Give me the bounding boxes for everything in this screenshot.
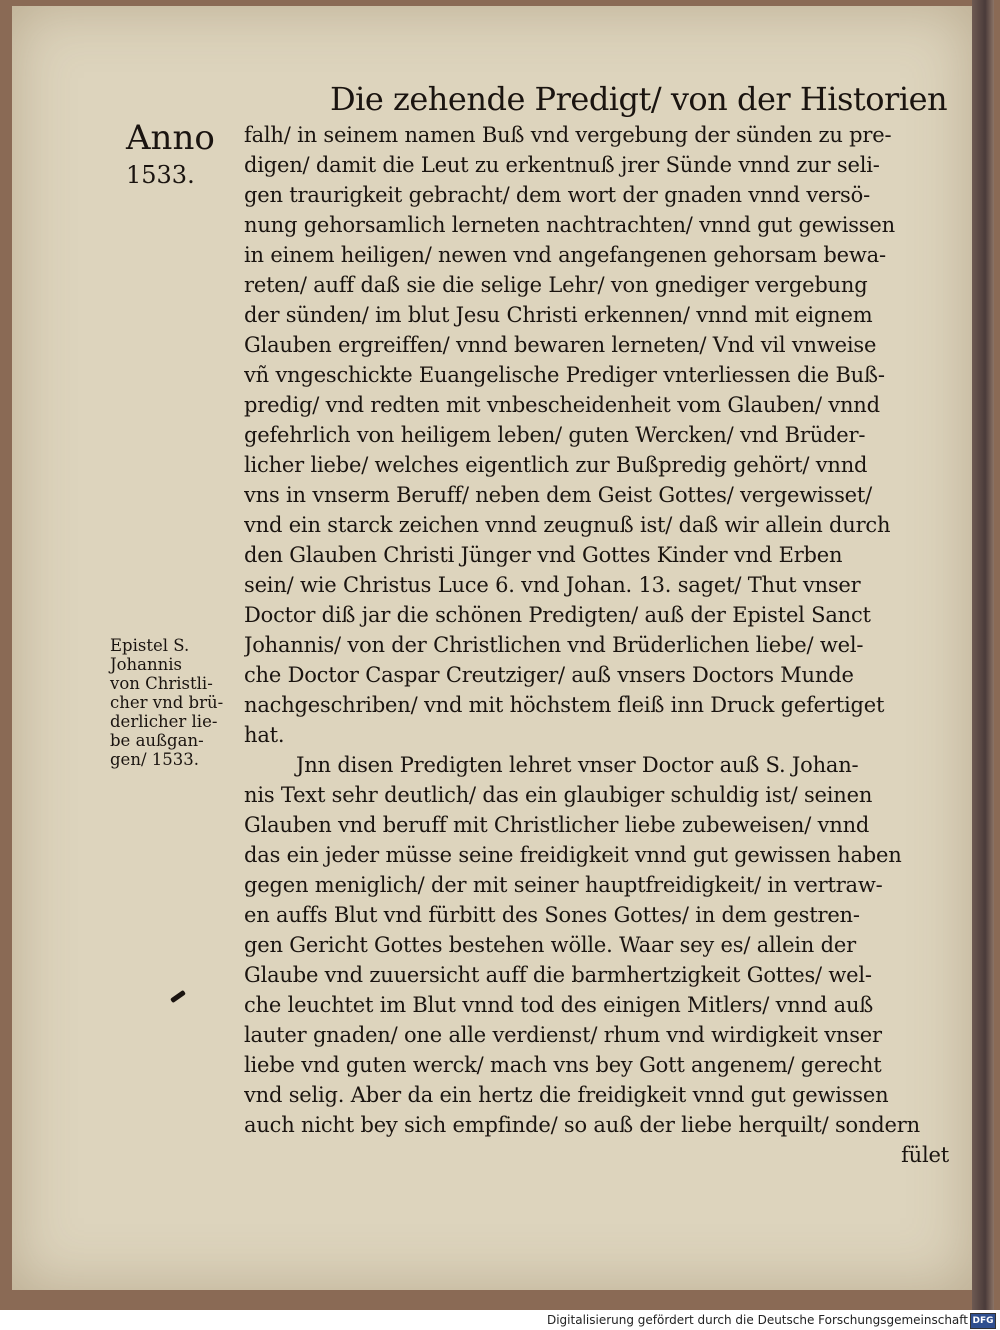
- text-line: falh/ in seinem namen Buß vnd vergebung der sünden zu pre-: [244, 123, 892, 147]
- text-line: den Glauben Christi Jünger vnd Gottes Kinder vnd Erben: [244, 543, 843, 567]
- ink-blot: [170, 990, 186, 1003]
- text-line: liebe vnd guten werck/ mach vns bey Gott angenem/ gerecht: [244, 1053, 882, 1077]
- running-head: Die zehende Predigt/ von der Historien: [330, 80, 948, 118]
- margin-side-note: [110, 636, 240, 769]
- side-note-line: derlicher lie-: [110, 712, 218, 731]
- text-line: gen traurigkeit gebracht/ dem wort der gnaden vnnd versö-: [244, 183, 870, 207]
- margin-anno: Anno: [126, 118, 215, 158]
- text-line: gen Gericht Gottes bestehen wölle. Waar sey es/ allein der: [244, 933, 856, 957]
- side-note-line: Johannis: [110, 655, 183, 674]
- text-line: nis Text sehr deutlich/ das ein glaubiger schuldig ist/ seinen: [244, 783, 873, 807]
- book-spine-edge: [972, 0, 994, 1310]
- text-line: vnd selig. Aber da ein hertz die freidigkeit vnnd gut gewissen: [244, 1083, 889, 1107]
- text-line: Glaube vnd zuuersicht auff die barmhertzigkeit Gottes/ wel-: [244, 963, 872, 987]
- text-line: Johannis/ von der Christlichen vnd Brüderlichen liebe/ wel-: [244, 633, 864, 657]
- text-line: predig/ vnd redten mit vnbescheidenheit vom Glauben/ vnnd: [244, 393, 880, 417]
- dfg-logo: DFG: [970, 1313, 996, 1329]
- text-line: Glauben vnd beruff mit Christlicher liebe zubeweisen/ vnnd: [244, 813, 870, 837]
- footer-bar: [0, 1310, 1000, 1330]
- side-note-line: von Christli-: [110, 674, 213, 693]
- catchword: fület: [901, 1143, 949, 1167]
- text-line: en auffs Blut vnd fürbitt des Sones Gottes/ in dem gestren-: [244, 903, 860, 927]
- footer-credit: Digitalisierung gefördert durch die Deutsche Forschungsgemeinschaft: [546, 1313, 968, 1327]
- text-line: in einem heiligen/ newen vnd angefangenen gehorsam bewa-: [244, 243, 886, 267]
- text-line: der sünden/ im blut Jesu Christi erkennen/ vnnd mit eignem: [244, 303, 873, 327]
- text-line: das ein jeder müsse seine freidigkeit vnnd gut gewissen haben: [244, 843, 902, 867]
- text-line: vns in vnserm Beruff/ neben dem Geist Gottes/ vergewisset/: [244, 483, 873, 507]
- text-line: hat.: [244, 723, 285, 747]
- text-line: Jnn disen Predigten lehret vnser Doctor auß S. Johan-: [296, 753, 859, 777]
- side-note-line: be außgan-: [110, 731, 204, 750]
- text-line: sein/ wie Christus Luce 6. vnd Johan. 13. saget/ Thut vnser: [244, 573, 861, 597]
- margin-year: 1533.: [126, 161, 195, 189]
- text-line: gegen meniglich/ der mit seiner hauptfreidigkeit/ in vertraw-: [244, 873, 883, 897]
- book-page: [12, 6, 972, 1290]
- text-line: che Doctor Caspar Creutziger/ auß vnsers Doctors Munde: [244, 663, 854, 687]
- text-line: Glauben ergreiffen/ vnnd bewaren lerneten/ Vnd vil vnweise: [244, 333, 877, 357]
- text-line: vñ vngeschickte Euangelische Prediger vnterliessen die Buß-: [244, 363, 885, 387]
- body-text: [244, 120, 949, 1170]
- text-line: lauter gnaden/ one alle verdienst/ rhum vnd wirdigkeit vnser: [244, 1023, 882, 1047]
- margin-year-note: [126, 118, 226, 190]
- text-line: Doctor diß jar die schönen Predigten/ auß der Epistel Sanct: [244, 603, 871, 627]
- text-line: che leuchtet im Blut vnnd tod des einigen Mitlers/ vnnd auß: [244, 993, 874, 1017]
- text-line: nachgeschriben/ vnd mit höchstem fleiß inn Druck gefertiget: [244, 693, 885, 717]
- text-line: gefehrlich von heiligem leben/ guten Wercken/ vnd Brüder-: [244, 423, 866, 447]
- text-line: reten/ auff daß sie die selige Lehr/ von gnediger vergebung: [244, 273, 868, 297]
- side-note-line: gen/ 1533.: [110, 750, 199, 769]
- text-line: vnd ein starck zeichen vnnd zeugnuß ist/ daß wir allein durch: [244, 513, 891, 537]
- text-line: auch nicht bey sich empfinde/ so auß der liebe herquilt/ sondern: [244, 1113, 920, 1137]
- text-line: digen/ damit die Leut zu erkentnuß jrer Sünde vnnd zur seli-: [244, 153, 880, 177]
- text-line: licher liebe/ welches eigentlich zur Bußpredig gehört/ vnnd: [244, 453, 868, 477]
- side-note-line: Epistel S.: [110, 636, 190, 655]
- text-line: nung gehorsamlich lerneten nachtrachten/ vnnd gut gewissen: [244, 213, 895, 237]
- side-note-line: cher vnd brü-: [110, 693, 224, 712]
